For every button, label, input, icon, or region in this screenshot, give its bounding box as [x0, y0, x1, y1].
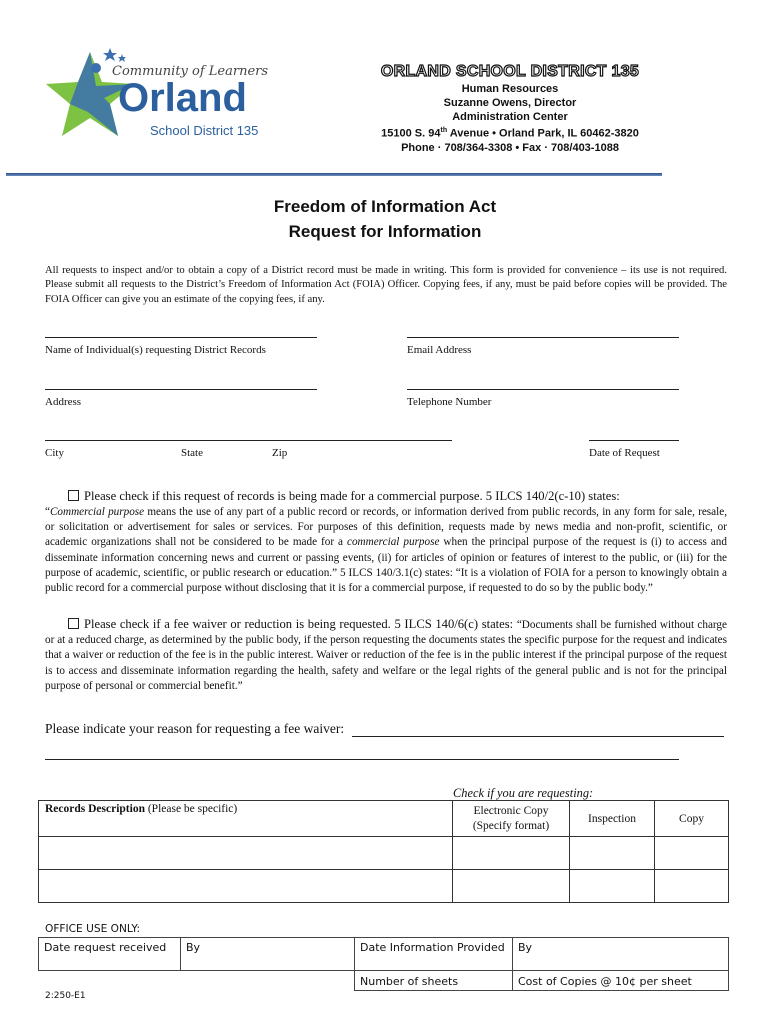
district-phone: Phone · 708/364-3308 • Fax · 708/403-1088: [401, 141, 619, 154]
check-requesting-label: Check if you are requesting:: [453, 786, 594, 800]
records-desc-bold: Records Description: [45, 803, 145, 815]
reason-label: Please indicate your reason for requesting a fee waiver:: [45, 721, 345, 736]
office-blank-cell: [39, 971, 355, 991]
email-field[interactable]: [407, 337, 679, 338]
copy-header: Copy: [655, 801, 729, 837]
office-use-title: OFFICE USE ONLY:: [45, 923, 141, 935]
commercial-text-1: means the use of any part of a public record or records, or information derived from public records, in any form for sale, resale, or solicitation or advertisement for sales or services. For purposes of this definition, requests made by news media and non-profit, scientific, or academic organizations shall not be considered to be made for a: [45, 506, 727, 549]
table-row: [39, 801, 729, 837]
office-use-table: [38, 937, 729, 991]
records-table: [38, 800, 729, 903]
waiver-lead: Please check if a fee waiver or reduction is being requested. 5 ILCS 140/6(c) states:: [84, 617, 517, 631]
commercial-checkbox[interactable]: [68, 490, 79, 501]
electronic-copy-cell[interactable]: [453, 837, 570, 870]
phone-label: Telephone Number: [407, 396, 492, 408]
by-cell-1[interactable]: By: [181, 938, 355, 971]
address-label: Address: [45, 396, 82, 408]
reason-field-2[interactable]: [45, 759, 679, 760]
header-divider: [6, 173, 662, 176]
records-desc-header: [39, 801, 453, 837]
commercial-term-2: commercial purpose: [347, 536, 440, 549]
state-label: State: [181, 447, 203, 459]
sheets-cell[interactable]: Number of sheets: [355, 971, 513, 991]
records-desc-cell[interactable]: [39, 837, 453, 870]
date-provided-cell[interactable]: Date Information Provided: [355, 938, 513, 971]
waiver-lead-wrap: [45, 617, 517, 631]
director-name: Suzanne Owens, Director: [443, 97, 577, 109]
electronic-copy-cell[interactable]: [453, 870, 570, 903]
district-logo: [30, 46, 290, 146]
phone-field[interactable]: [407, 389, 679, 390]
district-name: ORLAND SCHOOL DISTRICT 135: [380, 63, 640, 80]
commercial-body: [45, 505, 727, 596]
commercial-lead-line: [45, 488, 727, 505]
center-name: Administration Center: [452, 111, 568, 123]
dept-name: Human Resources: [461, 83, 559, 95]
form-title: [0, 194, 770, 244]
title-line1: Freedom of Information Act: [273, 197, 497, 216]
copy-cell[interactable]: [655, 837, 729, 870]
date-field[interactable]: [589, 440, 679, 441]
waiver-checkbox[interactable]: [68, 618, 79, 629]
commercial-section: [45, 488, 727, 596]
inspection-header: Inspection: [570, 801, 655, 837]
intro-text: All requests to inspect and/or to obtain a copy of a District record must be made in writing. This form is provided for convenience – its use is not required. Please submit all requests to the District’s Freedom of Information Act (FOIA) Officer. Copying fees, if any, must be paid before copies will be provided. The FOIA Officer can give you an estimate of the copying fees, if any.: [45, 265, 727, 305]
reason-field-1[interactable]: [352, 736, 724, 737]
by-cell-2[interactable]: By: [513, 938, 729, 971]
city-label: City: [45, 447, 64, 459]
name-field[interactable]: [45, 337, 317, 338]
inspection-cell[interactable]: [570, 837, 655, 870]
address-field[interactable]: [45, 389, 317, 390]
records-desc-rest: (Please be specific): [144, 803, 238, 815]
waiver-text: “Documents shall be furnished without charge or at a reduced charge, as determined by the public body, if the person requesting the documents states the specific purpose for the request and indicates that a waiver or reduction of the fee is in the public interest. Waiver or reduction of the fee is in the public interest if the principal purpose of the request is to access and disseminate information regarding the health, safety and welfare or the legal rights of the general public and is not for the principal purpose of personal or commercial benefit.”: [45, 619, 727, 692]
commercial-open-quote: “: [45, 506, 50, 518]
logo-subtitle: School District 135: [150, 123, 259, 138]
commercial-text-2: when the principal purpose of the request is (i) to access and disseminate information concerning news and current or passing events, (ii) for articles of opinion or features of interest to the public, or (iii) for the purpose of academic, scientific, or public research or education.” 5 ILCS 140/3.1(c) states: “It is a violation of FOIA for a person to knowingly obtain a public record for a commercial purpose without disclosing that it is for a commercial purpose, if requested to do so by the public body.”: [45, 536, 727, 595]
address-sup: th: [440, 127, 448, 134]
zip-label: Zip: [272, 447, 288, 459]
table-row: [39, 971, 729, 991]
electronic-copy-line2: (Specify format): [472, 819, 550, 832]
title-line2: Request for Information: [288, 222, 482, 241]
date-label: Date of Request: [589, 447, 660, 459]
form-code: 2:250-E1: [45, 991, 86, 1001]
logo-name: Orland: [118, 76, 247, 120]
records-desc-cell[interactable]: [39, 870, 453, 903]
name-label: Name of Individual(s) requesting District Records: [45, 344, 266, 356]
cost-cell[interactable]: Cost of Copies @ 10¢ per sheet: [513, 971, 729, 991]
electronic-copy-line1: Electronic Copy: [473, 804, 549, 817]
address-post: Avenue • Orland Park, IL 60462-3820: [447, 127, 639, 140]
commercial-term: Commercial purpose: [49, 506, 145, 518]
letterhead: [330, 62, 690, 155]
date-received-cell[interactable]: Date request received: [39, 938, 181, 971]
waiver-section: [45, 617, 727, 694]
commercial-lead: Please check if this request of records is being made for a commercial purpose. 5 ILCS 140/2(c-10) states:: [84, 489, 620, 503]
email-label: Email Address: [407, 344, 472, 356]
copy-cell[interactable]: [655, 870, 729, 903]
table-row: [39, 837, 729, 870]
address-pre: 15100 S. 94: [381, 127, 441, 140]
district-address: [330, 124, 690, 141]
table-row: [39, 938, 729, 971]
table-row: [39, 870, 729, 903]
logo-tagline: Community of Learners: [112, 64, 269, 79]
inspection-cell[interactable]: [570, 870, 655, 903]
city-state-zip-field[interactable]: [45, 440, 452, 441]
electronic-copy-header: [453, 801, 570, 837]
